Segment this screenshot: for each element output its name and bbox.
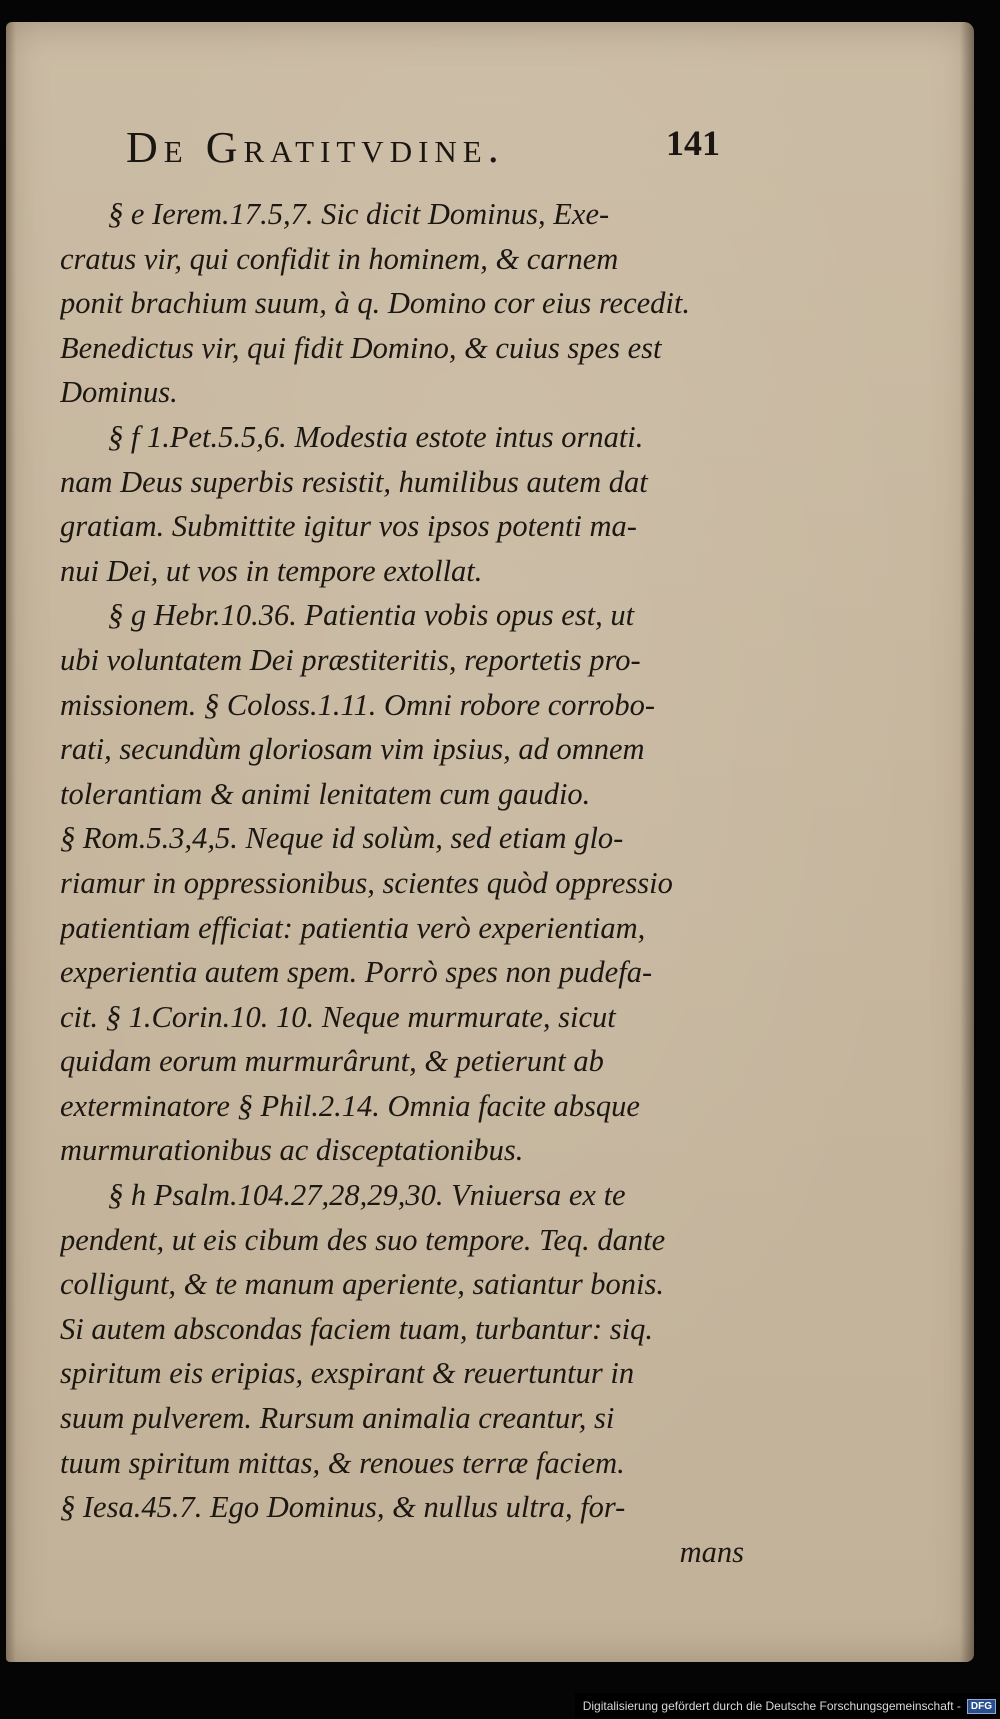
text-line: § h Psalm.104.27,28,29,30. Vniuersa ex te bbox=[108, 1178, 626, 1213]
text-line: § g Hebr.10.36. Patientia vobis opus est, ut bbox=[108, 598, 635, 633]
running-title: De Gratitvdine. bbox=[126, 123, 505, 172]
body-text bbox=[60, 192, 750, 1574]
text-line: pendent, ut eis cibum des suo tempore. Teq. dante bbox=[60, 1222, 666, 1257]
dfg-logo: DFG bbox=[967, 1699, 996, 1714]
text-line: murmurationibus ac disceptationibus. bbox=[60, 1133, 524, 1168]
text-line: suum pulverem. Rursum animalia creantur, si bbox=[60, 1401, 615, 1436]
text-line: missionem. § Coloss.1.11. Omni robore corrobo- bbox=[60, 687, 656, 722]
text-line: § e Ierem.17.5,7. Sic dicit Dominus, Exe- bbox=[108, 197, 610, 231]
page-number: 141 bbox=[666, 123, 720, 163]
text-line: colligunt, & te manum aperiente, satiantur bonis. bbox=[60, 1267, 665, 1302]
text-line: § Rom.5.3,4,5. Neque id solùm, sed etiam glo- bbox=[60, 821, 624, 856]
text-line: tuum spiritum mittas, & renoues terræ faciem. bbox=[60, 1445, 625, 1480]
text-line: cit. § 1.Corin.10. 10. Neque murmurate, sicut bbox=[60, 999, 616, 1034]
funding-credit: Digitalisierung gefördert durch die Deutsche Forschungsgemeinschaft - bbox=[582, 1699, 961, 1713]
catchword: mans bbox=[679, 1534, 744, 1569]
book-page bbox=[6, 22, 974, 1662]
digitization-footer bbox=[575, 1693, 1000, 1719]
text-line: gratiam. Submittite igitur vos ipsos potenti ma- bbox=[60, 509, 637, 544]
text-line: ponit brachium suum, à q. Domino cor eius recedit. bbox=[60, 286, 690, 321]
text-line: spiritum eis eripias, exspirant & reuertuntur in bbox=[60, 1356, 635, 1391]
text-line: Benedictus vir, qui fidit Domino, & cuius spes est bbox=[60, 330, 662, 365]
text-line: experientia autem spem. Porrò spes non pudefa- bbox=[60, 955, 653, 990]
text-line: tolerantiam & animi lenitatem cum gaudio. bbox=[60, 776, 591, 811]
text-line: riamur in oppressionibus, scientes quòd oppressio bbox=[60, 865, 673, 900]
text-line: exterminatore § Phil.2.14. Omnia facite absque bbox=[60, 1088, 640, 1123]
text-line: quidam eorum murmurârunt, & petierunt ab bbox=[60, 1044, 604, 1079]
page-gutter-shadow bbox=[6, 22, 16, 1662]
text-line: nui Dei, ut vos in tempore extollat. bbox=[60, 553, 483, 588]
text-line: Si autem abscondas faciem tuam, turbantur: siq. bbox=[60, 1311, 654, 1346]
text-line: § Iesa.45.7. Ego Dominus, & nullus ultra, for- bbox=[60, 1490, 626, 1525]
text-line: Dominus. bbox=[60, 375, 178, 410]
text-line: ubi voluntatem Dei præstiteritis, reportetis pro- bbox=[60, 642, 641, 677]
text-line: patientiam efficiat: patientia verò experientiam, bbox=[60, 910, 646, 945]
text-line: rati, secundùm gloriosam vim ipsius, ad omnem bbox=[60, 732, 645, 767]
text-line: nam Deus superbis resistit, humilibus autem dat bbox=[60, 464, 648, 499]
text-line: § f 1.Pet.5.5,6. Modestia estote intus ornati. bbox=[108, 419, 644, 454]
text-line: cratus vir, qui confidit in hominem, & carnem bbox=[60, 241, 619, 276]
